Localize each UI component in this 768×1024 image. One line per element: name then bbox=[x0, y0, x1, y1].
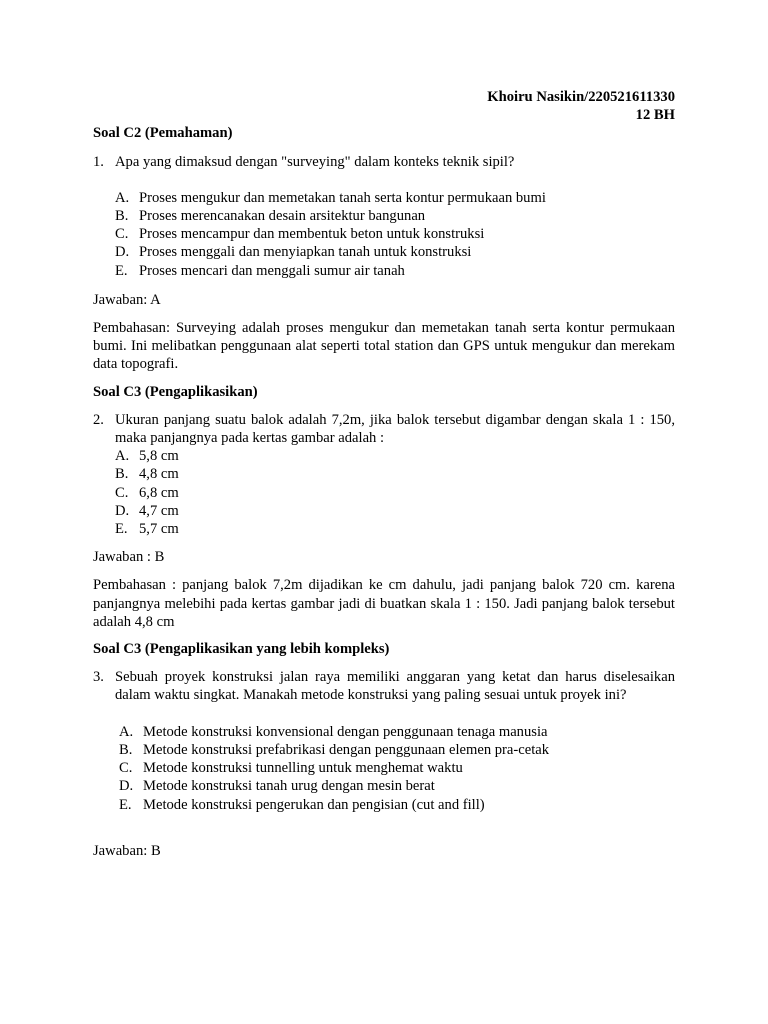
option-text: Metode konstruksi tunnelling untuk menghemat waktu bbox=[143, 760, 463, 777]
option-letter: A. bbox=[115, 448, 130, 465]
answer-2: Jawaban : B bbox=[93, 549, 165, 566]
option-text: Metode konstruksi konvensional dengan penggunaan tenaga manusia bbox=[143, 723, 548, 740]
option-text: 4,7 cm bbox=[139, 502, 179, 519]
option-text: 5,8 cm bbox=[139, 448, 179, 465]
option-text: Metode konstruksi tanah urug dengan mesin berat bbox=[143, 778, 435, 795]
option-letter: D. bbox=[115, 502, 130, 519]
document-page bbox=[93, 88, 675, 860]
option-c bbox=[115, 225, 675, 243]
option-d bbox=[119, 777, 675, 795]
option-e bbox=[115, 262, 675, 280]
options-list-3 bbox=[119, 723, 675, 814]
option-text: 6,8 cm bbox=[139, 484, 179, 501]
option-letter: E. bbox=[119, 796, 132, 813]
option-text: 5,7 cm bbox=[139, 521, 179, 538]
option-letter: E. bbox=[115, 262, 128, 279]
option-a bbox=[115, 189, 675, 207]
options-list-2 bbox=[115, 447, 675, 538]
option-letter: D. bbox=[119, 778, 134, 795]
option-text: Proses menggali dan menyiapkan tanah untuk konstruksi bbox=[139, 244, 472, 261]
option-letter: A. bbox=[119, 723, 134, 740]
question-number: 2. bbox=[93, 411, 104, 428]
option-letter: C. bbox=[115, 226, 129, 243]
option-letter: C. bbox=[119, 760, 133, 777]
question-number: 3. bbox=[93, 669, 104, 686]
question-text: Sebuah proyek konstruksi jalan raya memiliki anggaran yang ketat dan harus diselesaikan dalam waktu singkat. Manakah metode konstruksi yang paling sesuai untuk proyek ini? bbox=[115, 669, 675, 704]
class-label: 12 BH bbox=[635, 107, 675, 124]
option-text: Metode konstruksi pengerukan dan pengisian (cut and fill) bbox=[143, 796, 485, 813]
explanation-1: Pembahasan: Surveying adalah proses mengukur dan memetakan tanah serta kontur permukaan bumi. Ini melibatkan penggunaan alat seperti total station dan GPS untuk mengukur dan merekam data topografi. bbox=[93, 320, 675, 373]
options-list-1 bbox=[115, 189, 675, 280]
option-letter: B. bbox=[115, 208, 129, 225]
option-a bbox=[115, 447, 675, 465]
explanation-2: Pembahasan : panjang balok 7,2m dijadikan ke cm dahulu, jadi panjang balok 720 cm. karena panjangnya melebihi pada kertas gambar jadi di buatkan skala 1 : 150. Jadi panjang balok tersebut adalah 4,8 cm bbox=[93, 577, 675, 630]
answer-1: Jawaban: A bbox=[93, 291, 161, 308]
option-c bbox=[115, 484, 675, 502]
question-number: 1. bbox=[93, 153, 104, 170]
section-title-c2: Soal C2 (Pemahaman) bbox=[93, 125, 233, 142]
question-3 bbox=[93, 668, 675, 704]
section-title-c3: Soal C3 (Pengaplikasikan) bbox=[93, 383, 258, 400]
question-2 bbox=[93, 411, 675, 447]
option-b bbox=[115, 465, 675, 483]
option-e bbox=[119, 796, 675, 814]
option-e bbox=[115, 520, 675, 538]
option-d bbox=[115, 243, 675, 261]
question-1 bbox=[93, 153, 675, 171]
author-name-id: Khoiru Nasikin/220521611330 bbox=[487, 89, 675, 105]
option-b bbox=[119, 741, 675, 759]
question-text: Ukuran panjang suatu balok adalah 7,2m, jika balok tersebut digambar dengan skala 1 : 150, maka panjangnya pada kertas gambar adalah : bbox=[115, 411, 675, 447]
option-a bbox=[119, 723, 675, 741]
option-letter: B. bbox=[115, 466, 129, 483]
answer-3: Jawaban: B bbox=[93, 842, 161, 859]
option-c bbox=[119, 759, 675, 777]
option-letter: E. bbox=[115, 521, 128, 538]
question-text: Apa yang dimaksud dengan "surveying" dalam konteks teknik sipil? bbox=[115, 153, 515, 170]
option-letter: B. bbox=[119, 741, 133, 758]
section-title-c3-complex: Soal C3 (Pengaplikasikan yang lebih kompleks) bbox=[93, 641, 390, 658]
author-header bbox=[93, 88, 675, 124]
option-text: Proses mengukur dan memetakan tanah serta kontur permukaan bumi bbox=[139, 189, 546, 206]
option-text: Proses merencanakan desain arsitektur bangunan bbox=[139, 208, 426, 225]
option-text: Proses mencampur dan membentuk beton untuk konstruksi bbox=[139, 226, 485, 243]
option-text: Metode konstruksi prefabrikasi dengan penggunaan elemen pra-cetak bbox=[143, 741, 550, 758]
option-text: Proses mencari dan menggali sumur air tanah bbox=[139, 262, 405, 279]
option-letter: D. bbox=[115, 244, 130, 261]
option-b bbox=[115, 207, 675, 225]
option-d bbox=[115, 502, 675, 520]
option-letter: A. bbox=[115, 189, 130, 206]
option-text: 4,8 cm bbox=[139, 466, 179, 483]
option-letter: C. bbox=[115, 484, 129, 501]
